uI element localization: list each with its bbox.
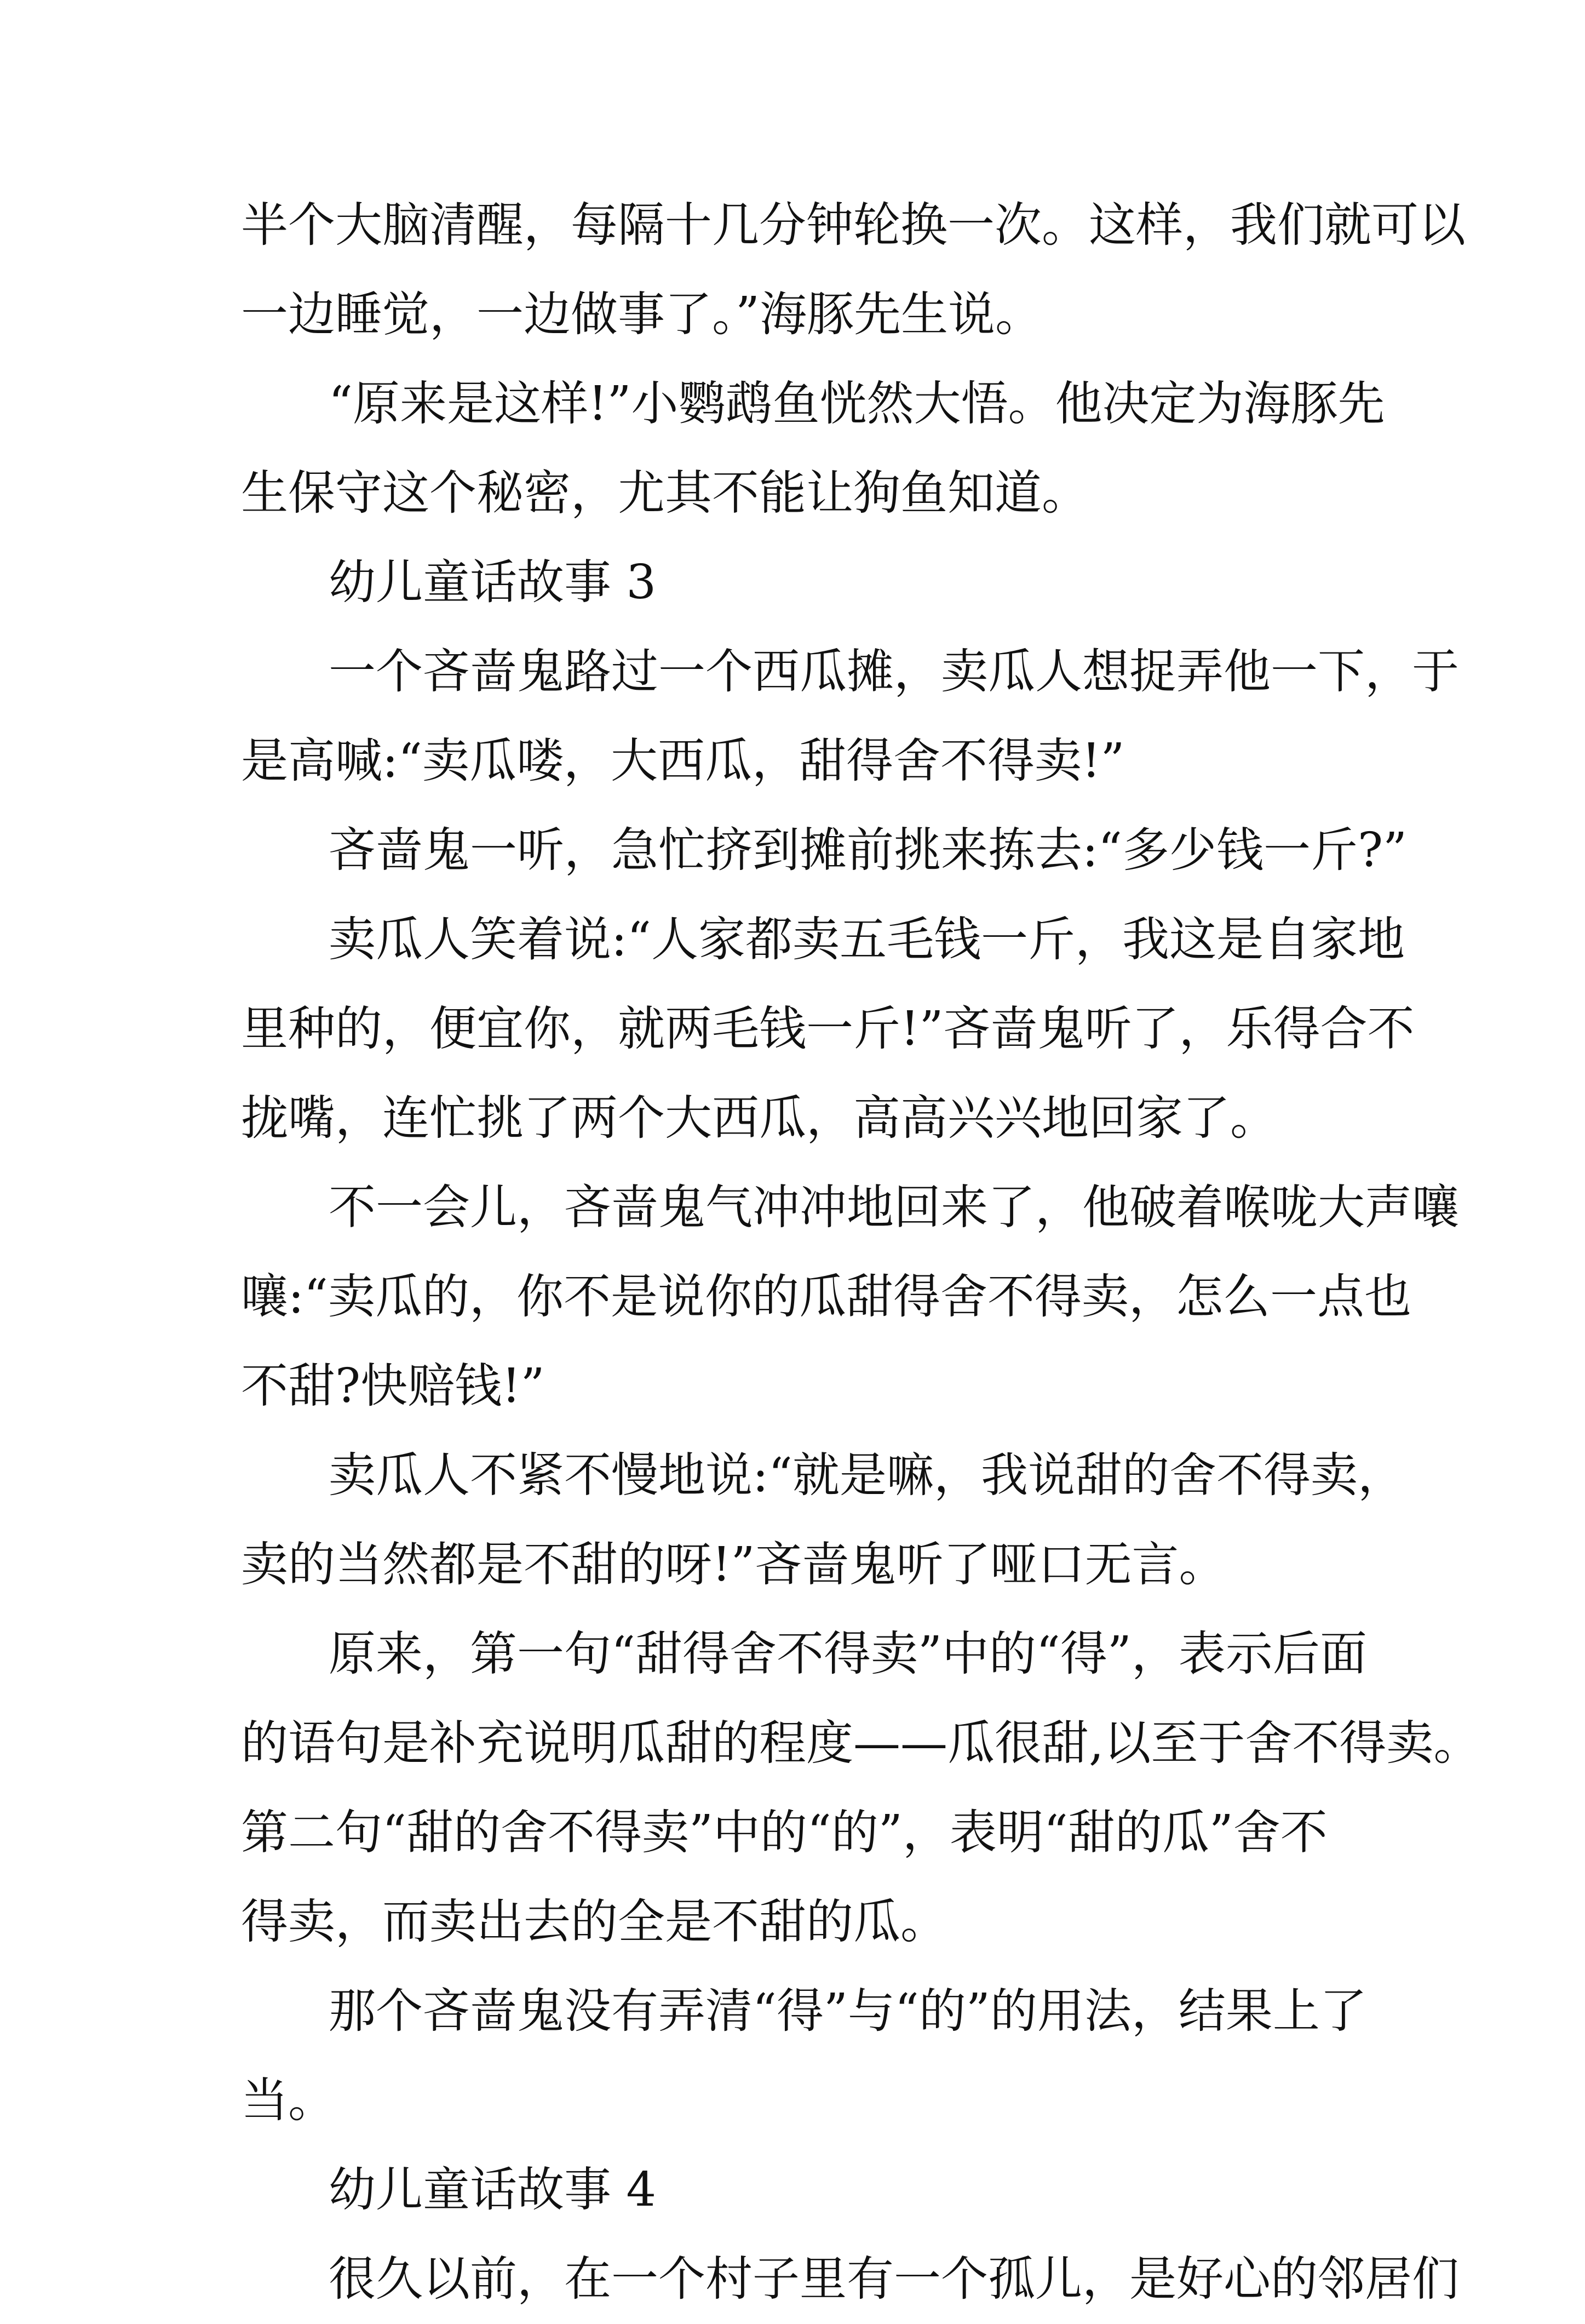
- text-line: 不甜?快赔钱!”: [241, 1359, 545, 1413]
- text-line: 半个大脑清醒，每隔十几分钟轮换一次。这样，我们就可以: [241, 198, 1466, 253]
- text-line: 得卖，而卖出去的全是不甜的瓜。: [241, 1894, 947, 1949]
- text-line: “原来是这样!”小鹦鹉鱼恍然大悟。他决定为海豚先: [329, 376, 1385, 431]
- text-line: 卖的当然都是不甜的呀!”吝啬鬼听了哑口无言。: [241, 1537, 1226, 1592]
- text-line: 嚷:“卖瓜的，你不是说你的瓜甜得舍不得卖，怎么一点也: [241, 1269, 1411, 1324]
- text-line: 吝啬鬼一听，急忙挤到摊前挑来拣去:“多少钱一斤?”: [329, 823, 1408, 878]
- document-body: [241, 181, 1481, 2324]
- text-line: 卖瓜人笑着说:“人家都卖五毛钱一斤，我这是自家地: [329, 912, 1405, 967]
- text-line: 拢嘴，连忙挑了两个大西瓜，高高兴兴地回家了。: [241, 1091, 1277, 1146]
- text-line: 的语句是补充说明瓜甜的程度——瓜很甜,以至于舍不得卖。: [241, 1716, 1481, 1771]
- text-line: 那个吝啬鬼没有弄清“得”与“的”的用法，结果上了: [329, 1984, 1367, 2039]
- section-heading: 幼儿童话故事 3: [329, 555, 657, 610]
- text-line: 很久以前，在一个村子里有一个孤儿，是好心的邻居们: [329, 2252, 1459, 2306]
- text-line: 一边睡觉，一边做事了。”海豚先生说。: [241, 287, 1042, 342]
- text-line: 不一会儿，吝啬鬼气冲冲地回来了，他破着喉咙大声嚷: [329, 1180, 1459, 1235]
- text-line: 第二句“甜的舍不得卖”中的“的”，表明“甜的瓜”舍不: [241, 1805, 1328, 1860]
- text-line: 一个吝啬鬼路过一个西瓜摊，卖瓜人想捉弄他一下，于: [329, 644, 1459, 699]
- text-line: 卖瓜人不紧不慢地说:“就是嘛，我说甜的舍不得卖，: [329, 1448, 1405, 1503]
- text-line: 原来，第一句“甜得舍不得卖”中的“得”，表示后面: [329, 1627, 1367, 1681]
- text-line: 当。: [241, 2073, 335, 2128]
- section-heading: 幼儿童话故事 4: [329, 2162, 657, 2217]
- text-line: 里种的，便宜你，就两毛钱一斤!”吝啬鬼听了，乐得合不: [241, 1001, 1415, 1056]
- text-line: 是高喊:“卖瓜喽，大西瓜，甜得舍不得卖!”: [241, 734, 1125, 788]
- text-line: 生保守这个秘密，尤其不能让狗鱼知道。: [241, 466, 1089, 520]
